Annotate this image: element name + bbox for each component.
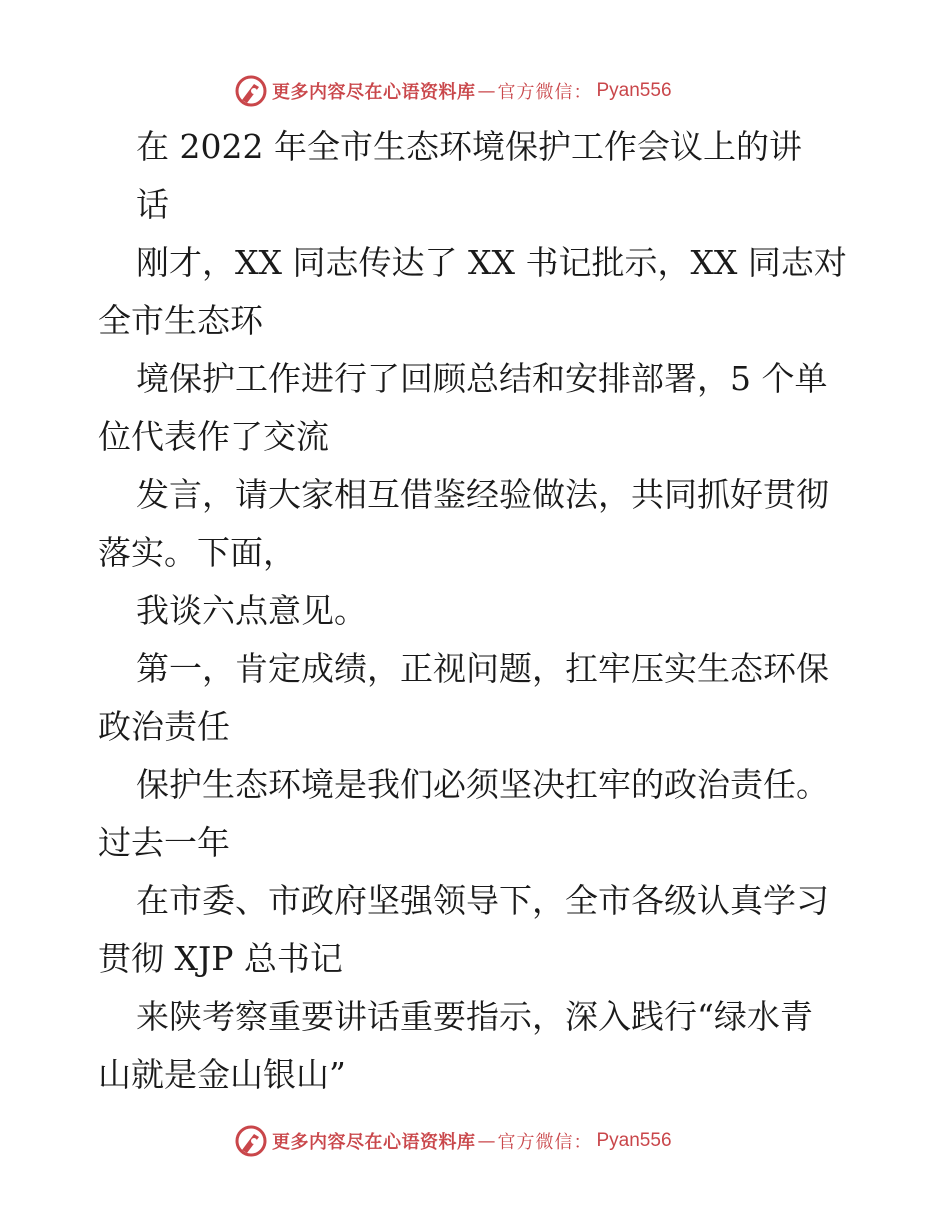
banner-wechat-id: Pyan556 xyxy=(596,1130,672,1151)
banner-wechat-label: 官方微信： xyxy=(497,1132,593,1153)
paragraph-line: 境保护工作进行了回顾总结和安排部署，5 个单 xyxy=(136,359,828,398)
header-banner[interactable] xyxy=(234,71,672,111)
document-title-continued: 话 xyxy=(136,185,169,224)
footer-banner[interactable] xyxy=(234,1121,672,1161)
section-heading-continued: 政治责任 xyxy=(98,707,230,746)
pen-nib-circle-icon xyxy=(234,1124,268,1158)
paragraph-line: 发言，请大家相互借鉴经验做法，共同抓好贯彻 xyxy=(136,475,829,514)
banner-wechat-label: 官方微信： xyxy=(497,82,593,103)
banner-title: 更多内容尽在心语资料库 xyxy=(272,1132,476,1153)
banner-separator: — xyxy=(477,80,496,102)
pen-nib-circle-icon xyxy=(234,74,268,108)
paragraph-line: 位代表作了交流 xyxy=(98,417,329,456)
paragraph-line: 我谈六点意见。 xyxy=(136,591,367,630)
document-title: 在 2022 年全市生态环境保护工作会议上的讲 xyxy=(136,127,802,166)
paragraph-line: 保护生态环境是我们必须坚决扛牢的政治责任。 xyxy=(136,765,829,804)
banner-title: 更多内容尽在心语资料库 xyxy=(272,82,476,103)
paragraph-line: 来陕考察重要讲话重要指示，深入践行“绿水青 xyxy=(136,997,813,1036)
banner-separator: — xyxy=(477,1130,496,1152)
paragraph-line: 在市委、市政府坚强领导下，全市各级认真学习 xyxy=(136,881,829,920)
paragraph-line: 贯彻 XJP 总书记 xyxy=(98,939,343,978)
section-heading: 第一，肯定成绩，正视问题，扛牢压实生态环保 xyxy=(136,649,829,688)
paragraph-line: 落实。下面， xyxy=(98,533,296,572)
banner-wechat-id: Pyan556 xyxy=(596,80,672,101)
document-body xyxy=(98,118,858,1104)
paragraph-line: 全市生态环 xyxy=(98,301,263,340)
paragraph-line: 刚才，XX 同志传达了 XX 书记批示，XX 同志对 xyxy=(136,243,847,282)
paragraph-line: 过去一年 xyxy=(98,823,230,862)
paragraph-line: 山就是金山银山” xyxy=(98,1055,346,1094)
